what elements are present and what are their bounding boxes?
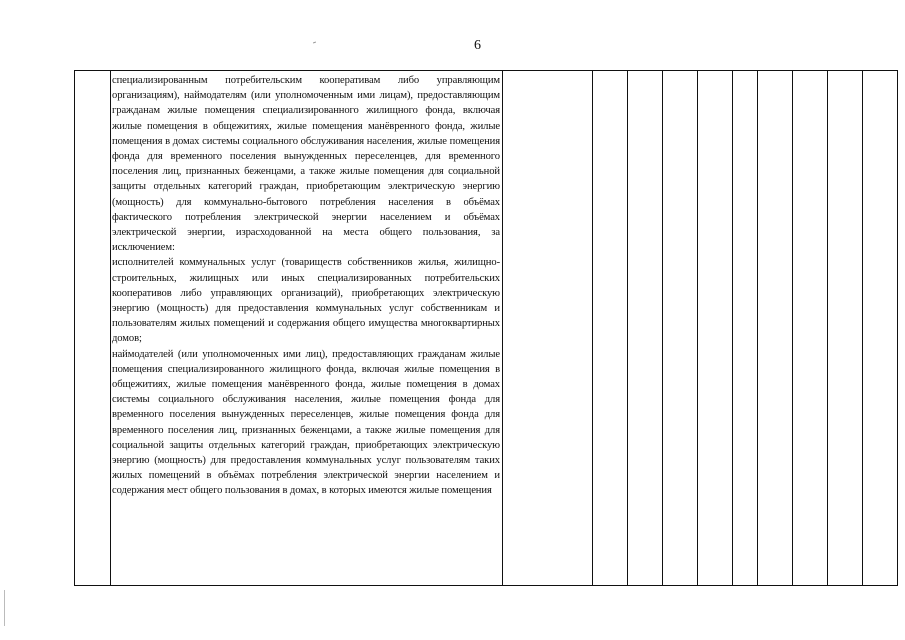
column-divider <box>862 71 863 585</box>
scan-speck <box>313 42 316 44</box>
column-divider <box>592 71 593 585</box>
column-divider <box>827 71 828 585</box>
paragraph-utility-providers: исполнителей коммунальных услуг (товариществ собственников жилья, жилищно-строительных, жилищных или иных специализированных потребительских кооперативов либо управляющих организаций), приобретающих электрическую энергию (мощность) для предоставления коммунальных услуг собственникам и пользователям жилых помещений и содержания общего имущества многоквартирных домов; <box>112 257 500 345</box>
scan-edge-line <box>4 590 5 626</box>
paragraph-landlords: наймодателей (или уполномоченных ими лиц), предоставляющих гражданам жилые помещения специализированного жилищного фонда, включая жилые помещения в общежитиях, жилые помещения манёвренного фонда, жилые помещения в домах системы социального обслуживания населения, жилые помещения фонда для временного поселения вынужденных переселенцев, жилые помещения фонда для временного поселения лиц, признанных беженцами, а также жилые помещения для социальной защиты отдельных категорий граждан, приобретающих электрическую энергию (мощность) для предоставления коммунальных услуг пользователям таких жилых помещений в объёмах потребления электрической энергии населением и содержания мест общего пользования в домах, в которых имеются жилые помещения <box>112 348 500 497</box>
column-divider <box>502 71 503 585</box>
column-divider <box>697 71 698 585</box>
column-divider <box>110 71 111 585</box>
column-divider <box>627 71 628 585</box>
paragraph-consumers: специализированным потребительским кооперативам либо управляющим организациям), наймодателям (или уполномоченным ими лицам), предоставляющим гражданам жилые помещения специализированного жилищного фонда, включая жилые помещения в общежитиях, жилые помещения манёвренного фонда, жилые помещения в домах системы социального обслуживания населения, жилые помещения фонда для временного поселения вынужденных переселенцев, для временного поселения лиц, признанных беженцами, а также жилые помещения для социальной защиты отдельных категорий граждан, приобретающим электрическую энергию (мощность) для коммунально-бытового потребления населения в объёмах фактического потребления электрической энергии населением и объёмах электрической энергии, израсходованной на места общего пользования, за исключением: <box>112 75 500 254</box>
description-cell <box>112 73 500 499</box>
column-divider <box>732 71 733 585</box>
tariff-table <box>74 70 898 586</box>
column-divider <box>792 71 793 585</box>
column-divider <box>662 71 663 585</box>
column-divider <box>757 71 758 585</box>
page-number: 6 <box>474 38 481 53</box>
